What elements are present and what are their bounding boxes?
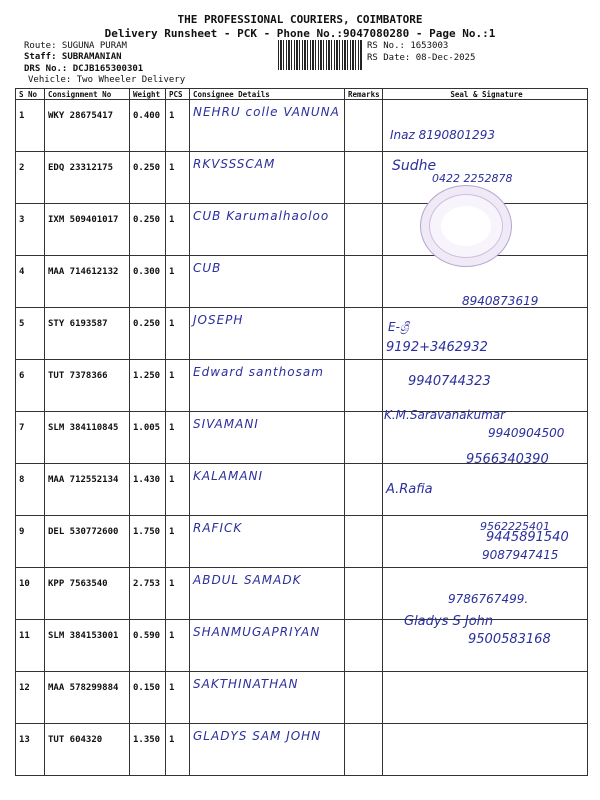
- signature-11-phone-a: 9562225401: [480, 520, 550, 533]
- cell-consignee: [190, 360, 345, 412]
- cell-consignment-no: DEL 530772600: [45, 516, 130, 568]
- cell-consignment-no: MAA 714612132: [45, 256, 130, 308]
- cell-remarks: [345, 724, 383, 776]
- col-consignee: Consignee Details: [190, 89, 345, 100]
- signature-13-name: Gladys S John: [404, 614, 494, 629]
- col-signature: Seal & Signature: [383, 89, 588, 100]
- consignee-handwriting: Edward santhosam: [193, 365, 324, 379]
- cell-signature: [383, 100, 588, 152]
- cell-consignment-no: KPP 7563540: [45, 568, 130, 620]
- cell-consignment-no: TUT 604320: [45, 724, 130, 776]
- cell-pcs: 1: [166, 464, 190, 516]
- table-row: [16, 360, 588, 412]
- signature-9: 9566340390: [466, 452, 549, 467]
- cell-remarks: [345, 360, 383, 412]
- cell-consignment-no: IXM 509401017: [45, 204, 130, 256]
- cell-sno: 4: [16, 256, 45, 308]
- consignee-handwriting: JOSEPH: [193, 313, 244, 327]
- cell-remarks: [345, 516, 383, 568]
- cell-remarks: [345, 620, 383, 672]
- company-title: THE PROFESSIONAL COURIERS, COIMBATORE: [177, 13, 423, 26]
- cell-pcs: 1: [166, 412, 190, 464]
- col-remarks: Remarks: [345, 89, 383, 100]
- cell-consignee: [190, 204, 345, 256]
- cell-sno: 13: [16, 724, 45, 776]
- cell-consignee: [190, 100, 345, 152]
- cell-consignee: [190, 620, 345, 672]
- cell-consignee: [190, 308, 345, 360]
- consignee-handwriting: GLADYS SAM JOHN: [193, 729, 322, 743]
- cell-consignment-no: MAA 578299884: [45, 672, 130, 724]
- cell-consignment-no: TUT 7378366: [45, 360, 130, 412]
- cell-pcs: 1: [166, 568, 190, 620]
- cell-weight: 1.430: [130, 464, 166, 516]
- consignee-handwriting: RAFICK: [193, 521, 243, 535]
- consignee-handwriting: SAKTHINATHAN: [193, 677, 299, 691]
- consignee-handwriting: SIVAMANI: [193, 417, 259, 431]
- cell-sno: 7: [16, 412, 45, 464]
- consignee-handwriting: CUB: [193, 261, 222, 275]
- cell-consignment-no: SLM 384110845: [45, 412, 130, 464]
- table-header: [16, 89, 588, 100]
- cell-sno: 2: [16, 152, 45, 204]
- cell-remarks: [345, 464, 383, 516]
- cell-sno: 11: [16, 620, 45, 672]
- cell-sno: 9: [16, 516, 45, 568]
- signature-8-name: K.M.Saravanakumar: [384, 408, 506, 422]
- cell-pcs: 1: [166, 152, 190, 204]
- cell-signature: [383, 672, 588, 724]
- consignee-handwriting: KALAMANI: [193, 469, 264, 483]
- cell-remarks: [345, 412, 383, 464]
- consignee-handwriting: CUB Karumalhaoloo: [193, 209, 330, 223]
- cell-pcs: 1: [166, 620, 190, 672]
- seal-stamp-icon: [420, 185, 512, 267]
- cell-pcs: 1: [166, 516, 190, 568]
- cell-weight: 1.005: [130, 412, 166, 464]
- col-weight: Weight: [130, 89, 166, 100]
- signature-13-phone: 9500583168: [468, 632, 551, 647]
- consignee-handwriting: ABDUL SAMADK: [193, 573, 302, 587]
- cell-weight: 0.400: [130, 100, 166, 152]
- cell-consignment-no: MAA 712552134: [45, 464, 130, 516]
- cell-weight: 1.350: [130, 724, 166, 776]
- cell-weight: 0.300: [130, 256, 166, 308]
- cell-weight: 0.150: [130, 672, 166, 724]
- cell-remarks: [345, 672, 383, 724]
- cell-consignee: [190, 412, 345, 464]
- signature-2-name: Sudhe: [392, 158, 437, 174]
- col-sno: S No: [16, 89, 45, 100]
- cell-consignee: [190, 724, 345, 776]
- col-pcs: PCS: [166, 89, 190, 100]
- rs-date: RS Date: 08-Dec-2025: [367, 53, 476, 63]
- cell-consignment-no: WKY 28675417: [45, 100, 130, 152]
- cell-sno: 10: [16, 568, 45, 620]
- vehicle-label: Vehicle: Two Wheeler Delivery: [28, 75, 186, 85]
- cell-pcs: 1: [166, 256, 190, 308]
- cell-pcs: 1: [166, 308, 190, 360]
- signature-11-phone-b: 9087947415: [482, 548, 559, 562]
- rs-number: RS No.: 1653003: [367, 41, 449, 51]
- cell-consignee: [190, 152, 345, 204]
- cell-pcs: 1: [166, 204, 190, 256]
- cell-consignment-no: SLM 384153001: [45, 620, 130, 672]
- cell-consignee: [190, 568, 345, 620]
- cell-weight: 0.250: [130, 308, 166, 360]
- signature-7: 9940744323: [408, 374, 491, 389]
- cell-consignment-no: STY 6193587: [45, 308, 130, 360]
- cell-pcs: 1: [166, 672, 190, 724]
- cell-signature: [383, 724, 588, 776]
- signature-8-phone: 9940904500: [488, 426, 565, 440]
- table-row: [16, 724, 588, 776]
- cell-consignee: [190, 256, 345, 308]
- cell-remarks: [345, 308, 383, 360]
- staff-label: Staff: SUBRAMANIAN: [24, 52, 122, 62]
- cell-weight: 1.750: [130, 516, 166, 568]
- route-label: Route: SUGUNA PURAM: [24, 41, 127, 51]
- signature-6-phone: 9192+3462932: [386, 340, 488, 355]
- runsheet-subtitle: Delivery Runsheet - PCK - Phone No.:9047080280 - Page No.:1: [104, 27, 496, 40]
- barcode-icon: [278, 40, 362, 70]
- cell-remarks: [345, 568, 383, 620]
- cell-weight: 0.590: [130, 620, 166, 672]
- col-consignment: Consignment No: [45, 89, 130, 100]
- cell-sno: 5: [16, 308, 45, 360]
- signature-10-phone: 9445891540: [486, 530, 569, 545]
- cell-pcs: 1: [166, 724, 190, 776]
- cell-pcs: 1: [166, 360, 190, 412]
- cell-sno: 3: [16, 204, 45, 256]
- cell-weight: 0.250: [130, 204, 166, 256]
- consignee-handwriting: SHANMUGAPRIYAN: [193, 625, 321, 639]
- table-row: [16, 464, 588, 516]
- cell-sno: 12: [16, 672, 45, 724]
- cell-remarks: [345, 256, 383, 308]
- table-row: [16, 100, 588, 152]
- cell-weight: 1.250: [130, 360, 166, 412]
- cell-weight: 2.753: [130, 568, 166, 620]
- cell-remarks: [345, 204, 383, 256]
- cell-consignee: [190, 516, 345, 568]
- cell-remarks: [345, 100, 383, 152]
- signature-12: 9786767499.: [448, 592, 529, 606]
- cell-sno: 1: [16, 100, 45, 152]
- cell-consignment-no: EDQ 23312175: [45, 152, 130, 204]
- consignee-handwriting: NEHRU colle VANUNA: [193, 105, 340, 119]
- signature-2-phone: 0422 2252878: [432, 172, 513, 185]
- table-row: [16, 308, 588, 360]
- cell-weight: 0.250: [130, 152, 166, 204]
- signature-5: 8940873619: [462, 294, 539, 308]
- cell-consignee: [190, 672, 345, 724]
- cell-consignee: [190, 464, 345, 516]
- signature-6-name: E-ශ්‍රී: [388, 320, 409, 334]
- table-row: [16, 672, 588, 724]
- consignee-handwriting: RKVSSSCAM: [193, 157, 276, 171]
- signature-1: Inaz 8190801293: [390, 128, 495, 142]
- cell-sno: 6: [16, 360, 45, 412]
- cell-sno: 8: [16, 464, 45, 516]
- cell-pcs: 1: [166, 100, 190, 152]
- drs-label: DRS No.: DCJB165300301: [24, 64, 144, 74]
- signature-10-name: A.Rafia: [386, 482, 433, 497]
- cell-remarks: [345, 152, 383, 204]
